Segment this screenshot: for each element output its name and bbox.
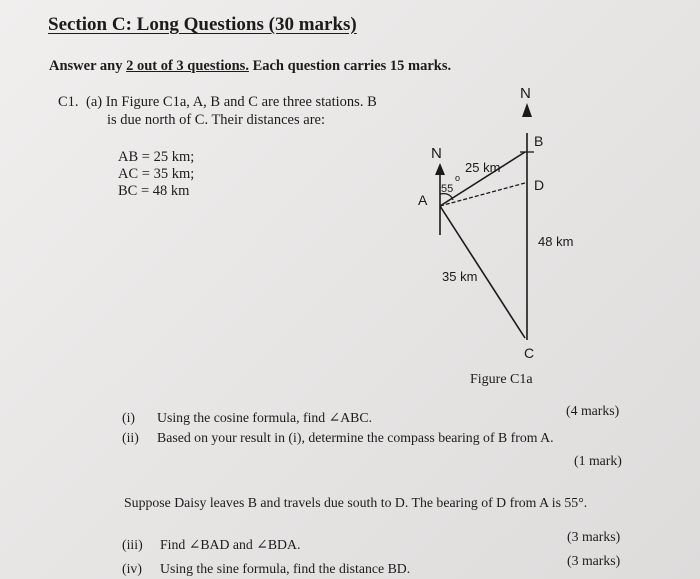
instructions-prefix: Answer any bbox=[49, 58, 127, 74]
label-degree: o bbox=[455, 173, 461, 183]
part-iii-number: (iii) bbox=[122, 537, 143, 552]
section-title: Section C: Long Questions (30 marks) bbox=[48, 14, 357, 35]
distance-ab: AB = 25 km; bbox=[118, 149, 195, 165]
label-ac: 35 km bbox=[442, 269, 478, 284]
distance-bc: BC = 48 km bbox=[118, 183, 190, 199]
distance-ac: AC = 35 km; bbox=[118, 166, 195, 182]
part-iii-text: Find ∠BAD and ∠BDA. bbox=[160, 537, 301, 552]
part-i-number: (i) bbox=[122, 410, 136, 425]
question-intro-line2: is due north of C. Their distances are: bbox=[107, 112, 325, 128]
part-ii-number: (ii) bbox=[122, 430, 139, 445]
question-intro-line1: (a) In Figure C1a, A, B and C are three stations. B bbox=[86, 94, 377, 110]
label-bc: 48 km bbox=[538, 234, 574, 249]
label-north-main: N bbox=[520, 85, 531, 102]
label-b: B bbox=[534, 133, 544, 149]
label-angle: 55 bbox=[441, 183, 454, 195]
north-arrow-main-icon bbox=[522, 103, 532, 117]
part-iv-number: (iv) bbox=[122, 561, 142, 576]
label-c: C bbox=[524, 345, 535, 361]
part-i-marks: (4 marks) bbox=[566, 403, 620, 418]
instructions-suffix: Each question carries 15 marks. bbox=[248, 58, 452, 74]
north-arrow-small-icon bbox=[435, 163, 445, 175]
label-a: A bbox=[418, 192, 428, 208]
part-iii-marks: (3 marks) bbox=[567, 529, 621, 544]
part-i-text: Using the cosine formula, find ∠ABC. bbox=[157, 410, 373, 425]
label-d: D bbox=[534, 177, 545, 193]
label-ab: 25 km bbox=[465, 160, 501, 175]
figure-caption: Figure C1a bbox=[470, 372, 533, 387]
instructions-underlined: 2 out of 3 questions. bbox=[126, 58, 249, 74]
label-north-small: N bbox=[431, 145, 442, 162]
part-iv-marks: (3 marks) bbox=[567, 553, 621, 568]
part-ii-text: Based on your result in (i), determine the compass bearing of B from A. bbox=[157, 430, 554, 445]
question-number: C1. bbox=[58, 94, 79, 110]
part-iv-text: Using the sine formula, find the distance BD. bbox=[160, 561, 411, 576]
part-ii-marks: (1 mark) bbox=[574, 453, 622, 468]
daisy-paragraph: Suppose Daisy leaves B and travels due south to D. The bearing of D from A is 55°. bbox=[124, 495, 588, 510]
